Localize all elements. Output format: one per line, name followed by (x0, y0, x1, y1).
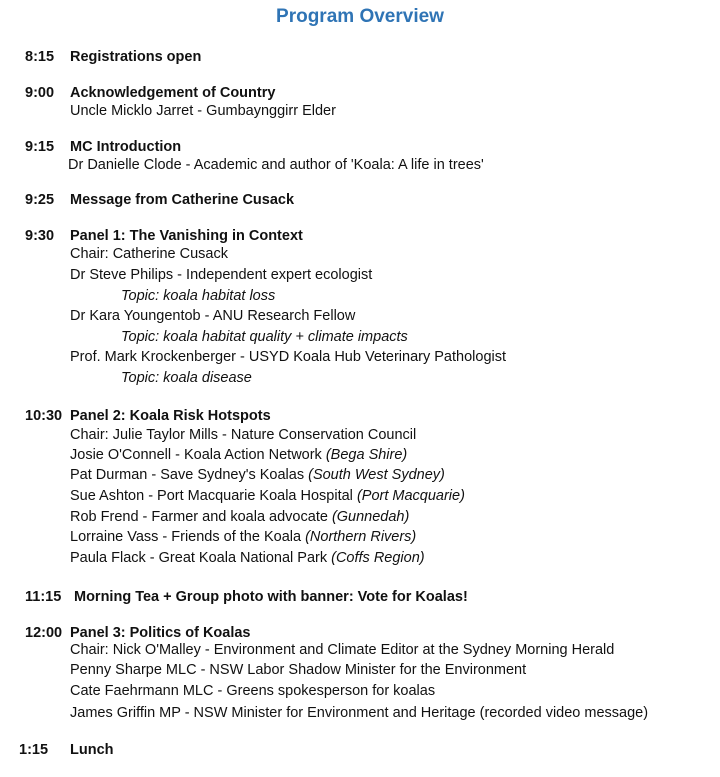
speaker-line: Pat Durman - Save Sydney's Koalas (South West Sydney) (70, 467, 445, 483)
speaker-line: Lorraine Vass - Friends of the Koala (Northern Rivers) (70, 529, 417, 545)
location-label: (South West Sydney) (308, 467, 445, 483)
speaker-line: Dr Kara Youngentob - ANU Research Fellow (70, 308, 356, 324)
heading-panel-1: Panel 1: The Vanishing in Context (70, 228, 303, 244)
speaker-line: Dr Danielle Clode - Academic and author of 'Koala: A life in trees' (68, 157, 484, 173)
heading-acknowledgement: Acknowledgement of Country (70, 85, 276, 101)
speaker-line: Prof. Mark Krockenberger - USYD Koala Hub Veterinary Pathologist (70, 349, 507, 365)
heading-panel-2: Panel 2: Koala Risk Hotspots (70, 408, 271, 424)
speaker-line: Uncle Micklo Jarret - Gumbaynggirr Elder (70, 103, 336, 119)
speaker-line: Rob Frend - Farmer and koala advocate (Gunnedah) (70, 509, 410, 525)
speaker-line: Josie O'Connell - Koala Action Network (Bega Shire) (70, 447, 408, 463)
heading-message: Message from Catherine Cusack (70, 192, 295, 208)
speaker-line: James Griffin MP - NSW Minister for Environment and Heritage (recorded video message) (70, 705, 649, 721)
location-label: (Gunnedah) (331, 509, 410, 525)
time-lunch: 1:15 (19, 742, 49, 758)
topic-line: Topic: koala disease (121, 370, 252, 386)
time-mc-intro: 9:15 (25, 139, 55, 155)
time-acknowledgement: 9:00 (25, 85, 55, 101)
time-registrations: 8:15 (25, 49, 55, 65)
topic-line: Topic: koala habitat quality + climate impacts (121, 329, 408, 345)
topic-line: Topic: koala habitat loss (121, 288, 276, 304)
speaker-line: Sue Ashton - Port Macquarie Koala Hospital (Port Macquarie) (70, 488, 465, 504)
location-label: (Port Macquarie) (356, 488, 465, 504)
heading-lunch: Lunch (70, 742, 114, 758)
time-panel-3: 12:00 (25, 625, 63, 641)
speaker-line: Cate Faehrmann MLC - Greens spokesperson for koalas (70, 683, 436, 699)
location-label: (Bega Shire) (325, 447, 408, 463)
panel-chair: Chair: Catherine Cusack (70, 246, 228, 262)
time-panel-2: 10:30 (25, 408, 63, 424)
panel-chair: Chair: Nick O'Malley - Environment and Climate Editor at the Sydney Morning Herald (70, 642, 615, 658)
heading-registrations: Registrations open (70, 49, 202, 65)
speaker-line: Dr Steve Philips - Independent expert ecologist (70, 267, 373, 283)
heading-mc-intro: MC Introduction (70, 139, 182, 155)
location-label: (Northern Rivers) (305, 529, 417, 545)
time-morning-tea: 11:15 (25, 589, 62, 605)
page-title: Program Overview (276, 6, 444, 27)
time-message: 9:25 (25, 192, 55, 208)
heading-morning-tea: Morning Tea + Group photo with banner: Vote for Koalas! (74, 589, 468, 605)
speaker-line: Paula Flack - Great Koala National Park (Coffs Region) (70, 550, 425, 566)
time-panel-1: 9:30 (25, 228, 55, 244)
heading-panel-3: Panel 3: Politics of Koalas (70, 625, 251, 641)
panel-chair: Chair: Julie Taylor Mills - Nature Conservation Council (70, 427, 417, 443)
location-label: (Coffs Region) (331, 550, 425, 566)
speaker-line: Penny Sharpe MLC - NSW Labor Shadow Minister for the Environment (70, 662, 527, 678)
